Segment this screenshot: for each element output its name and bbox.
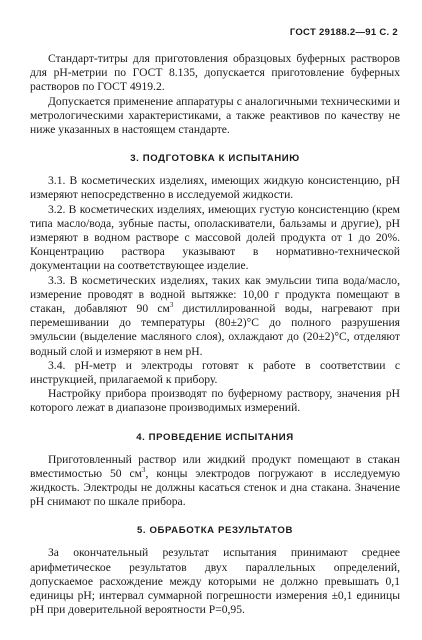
- clause-3-4: 3.4. pH-метр и электроды готовят к работе в соответствии с инструкцией, прилагаемой к прибору.: [30, 358, 400, 387]
- section-5-title: 5. ОБРАБОТКА РЕЗУЛЬТАТОВ: [137, 525, 293, 537]
- section-5-paragraph: За окончательный результат испытания принимают среднее арифметическое результатов двух параллельных определений, допускаемое расхождение между которыми не должно превышать 0,1 единицы pH; интервал суммарной погрешности измерения ±0,1 единицы pH при доверительной вероятности P=0,95.: [30, 546, 400, 617]
- document-body: [30, 52, 400, 618]
- clause-3-3-text-a: 3.3. В косметических изделиях, таких как эмульсии типа вода/масло, измерение проводят в водной вытяжке: 10,00 г продукта помещают в стакан, добавляют 90 см: [30, 273, 400, 316]
- section-4-paragraph: [30, 453, 400, 510]
- page-header: ГОСТ 29188.2—91 С. 2: [289, 27, 398, 38]
- clause-3-3-superscript: 3: [169, 301, 174, 310]
- clause-3-1: 3.1. В косметических изделиях, имеющих жидкую консистенцию, pH измеряют непосредственно в исследуемой жидкости.: [30, 174, 400, 202]
- section-4-text-b: , концы электродов погружают в исследуемую жидкость. Электроды не должны касаться стенок и дна стакана. Значение pH снимают по шкале прибора.: [30, 466, 400, 509]
- clause-3-2: 3.2. В косметических изделиях, имеющих густую консистенцию (крем типа масло/вода, зубные пасты, ополаскиватели, бальзамы и другие), pH измеряют в водном растворе с массовой долей продукта от 1 до 20%. Концентрацию раствора указывают в нормативно-технической документации на соответствующее изделие.: [30, 202, 400, 273]
- clause-3-4-note: Настройку прибора производят по буферному раствору, значения pH которого лежат в диапазоне производимых измерений.: [30, 387, 400, 415]
- section-4-text-a: Приготовленный раствор или жидкий продукт помещают в стакан вместимостью 50 см: [30, 452, 400, 480]
- section-4-title: 4. ПРОВЕДЕНИЕ ИСПЫТАНИЯ: [136, 431, 294, 443]
- clause-3-3: [30, 274, 400, 359]
- intro-paragraph-1: Стандарт-титры для приготовления образцовых буферных растворов для pH-метрии по ГОСТ 8.135, допускается приготовление буферных растворов по ГОСТ 4919.2.: [30, 52, 400, 94]
- section-3-title: 3. ПОДГОТОВКА К ИСПЫТАНИЮ: [130, 153, 300, 165]
- clause-3-3-text-b: дистиллированной воды, нагревают при перемешивании до температуры (80±2)°С до полного разрушения эмульсии (выделение масляного слоя), охлаждают до (20±2)°С, отделяют водный слой и измеряют в нем pH.: [30, 302, 400, 358]
- intro-paragraph-2: Допускается применение аппаратуры с аналогичными техническими и метрологическими характеристиками, а также реактивов по качеству не ниже указанных в настоящем стандарте.: [30, 94, 400, 137]
- section-4-superscript: 3: [142, 466, 146, 475]
